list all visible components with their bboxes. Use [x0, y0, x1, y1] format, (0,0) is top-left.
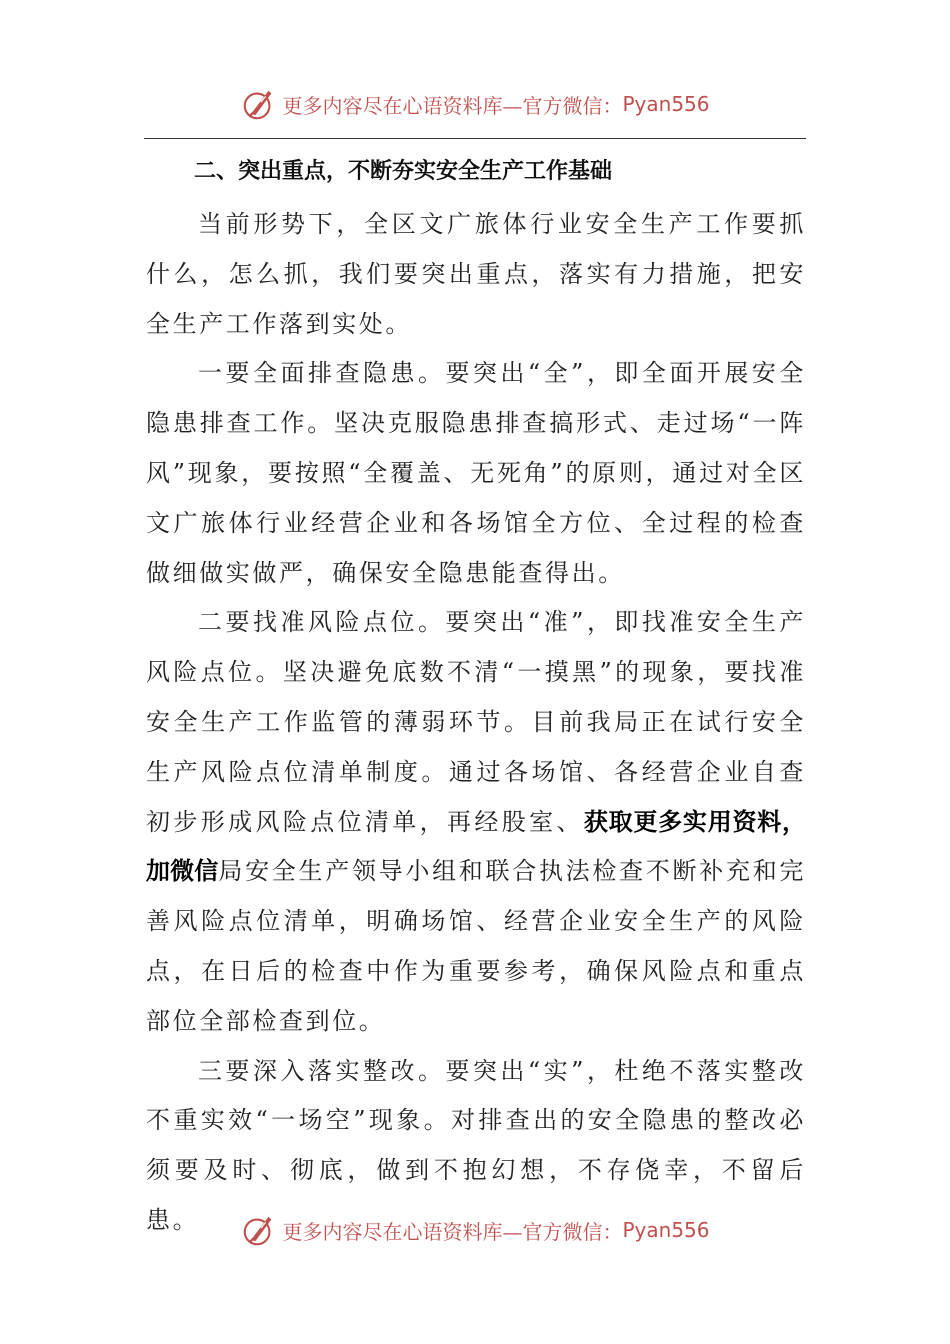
inline-ad-text: 获取更多实用资料，加微信 — [146, 807, 806, 886]
quill-pen-logo-icon — [240, 1211, 278, 1249]
banner-text: 更多内容尽在心语资料库—官方微信： — [282, 93, 623, 118]
banner-wechat-id: Pyan556 — [622, 1218, 710, 1242]
section-heading: 二、突出重点，不断夯实安全生产工作基础 — [194, 159, 613, 184]
point2-text-before: 二要找准风险点位。要突出“准”，即找准安全生产风险点位。坚决避免底数不清“一摸黑”的现象，要找准安全生产工作监管的薄弱环节。目前我局正在试行安全生产风险点位清单制度。通过各场馆、各经营企业自查初步形成风险点位清单，再经股室、 — [146, 608, 806, 836]
point2-text-after: 局安全生产领导小组和联合执法检查不断补充和完善风险点位清单，明确场馆、经营企业安全生产的风险点，在日后的检查中作为重要参考，确保风险点和重点部位全部检查到位。 — [146, 857, 807, 1035]
document-body — [146, 150, 806, 1246]
point1-paragraph: 一要全面排查隐患。要突出“全”，即全面开展安全隐患排查工作。坚决克服隐患排查搞形式、走过场“一阵风”现象，要按照“全覆盖、无死角”的原则，通过对全区文广旅体行业经营企业和各场馆全方位、全过程的检查做细做实做严，确保安全隐患能查得出。 — [146, 359, 806, 587]
banner-text: 更多内容尽在心语资料库—官方微信： — [282, 1219, 623, 1244]
quill-pen-logo-icon — [240, 85, 278, 123]
footer-banner — [0, 1210, 950, 1250]
point3-paragraph: 三要深入落实整改。要突出“实”，杜绝不落实整改不重实效“一场空”现象。对排查出的安全隐患的整改必须要及时、彻底，做到不抱幻想，不存侥幸，不留后患。 — [146, 1056, 806, 1234]
intro-paragraph: 当前形势下，全区文广旅体行业安全生产工作要抓什么，怎么抓，我们要突出重点，落实有力措施，把安全生产工作落到实处。 — [146, 210, 806, 338]
point2-paragraph — [146, 598, 806, 1046]
banner-wechat-id: Pyan556 — [622, 92, 710, 116]
header-banner — [0, 84, 950, 124]
header-divider — [144, 138, 806, 139]
